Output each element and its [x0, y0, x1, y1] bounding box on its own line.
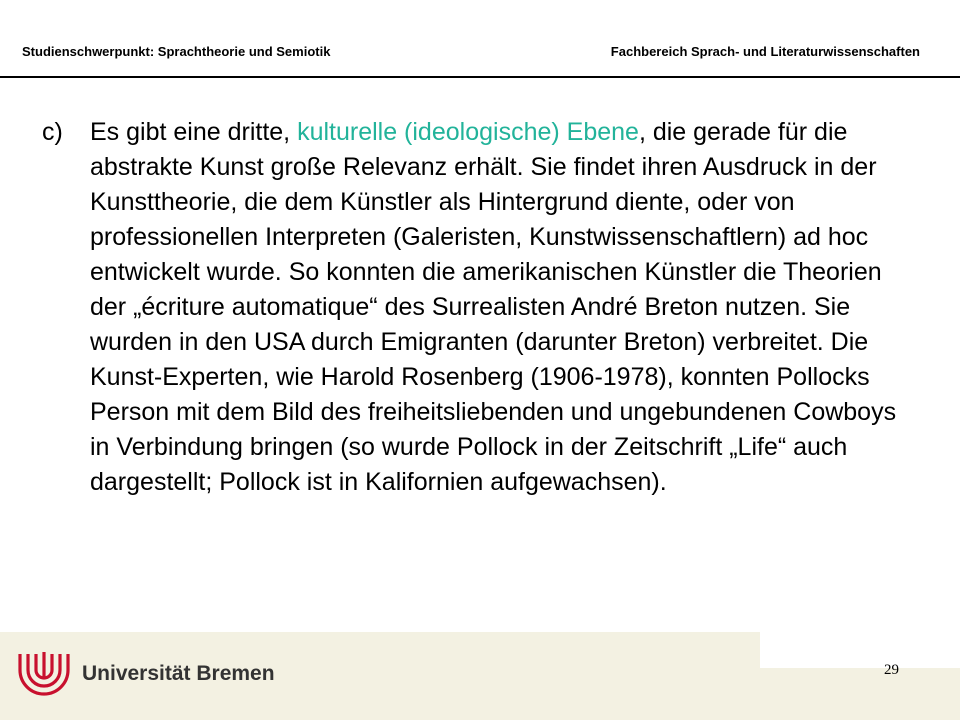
page-number: 29 [884, 662, 899, 678]
text-before: Es gibt eine dritte, [90, 118, 298, 146]
item-marker: c) [42, 118, 63, 146]
university-name: Universität Bremen [82, 662, 275, 685]
footer-white-area [760, 632, 960, 668]
highlighted-term: kulturelle (ideologische) Ebene [297, 118, 639, 146]
header-rule [0, 76, 960, 78]
header-right: Fachbereich Sprach- und Literaturwissenschaften [610, 44, 920, 59]
university-bremen-logo-icon [14, 648, 74, 696]
header-left: Studienschwerpunkt: Sprachtheorie und Semiotik [22, 44, 331, 59]
text-after: , die gerade für die abstrakte Kunst große Relevanz erhält. Sie findet ihren Ausdruck in der Kunsttheorie, die dem Künstler als Hintergrund diente, oder von professionellen Interpreten (Galeristen, Kunstwissenschaftlern) ad hoc entwickelt wurde. So konnten die amerikanischen Künstler die Theorien der „écriture automatique“ des Surrealisten André Breton nutzen. Sie wurden in den USA durch Emigranten (darunter Breton) verbreitet. Die Kunst-Experten, wie Harold Rosenberg (1906-1978), konnten Pollocks Person mit dem Bild des freiheitsliebenden und ungebundenen Cowboys in Verbindung bringen (so wurde Pollock in der Zeitschrift „Life“ auch dargestellt; Pollock ist in Kalifornien aufgewachsen). [90, 118, 897, 496]
item-text [90, 115, 920, 500]
